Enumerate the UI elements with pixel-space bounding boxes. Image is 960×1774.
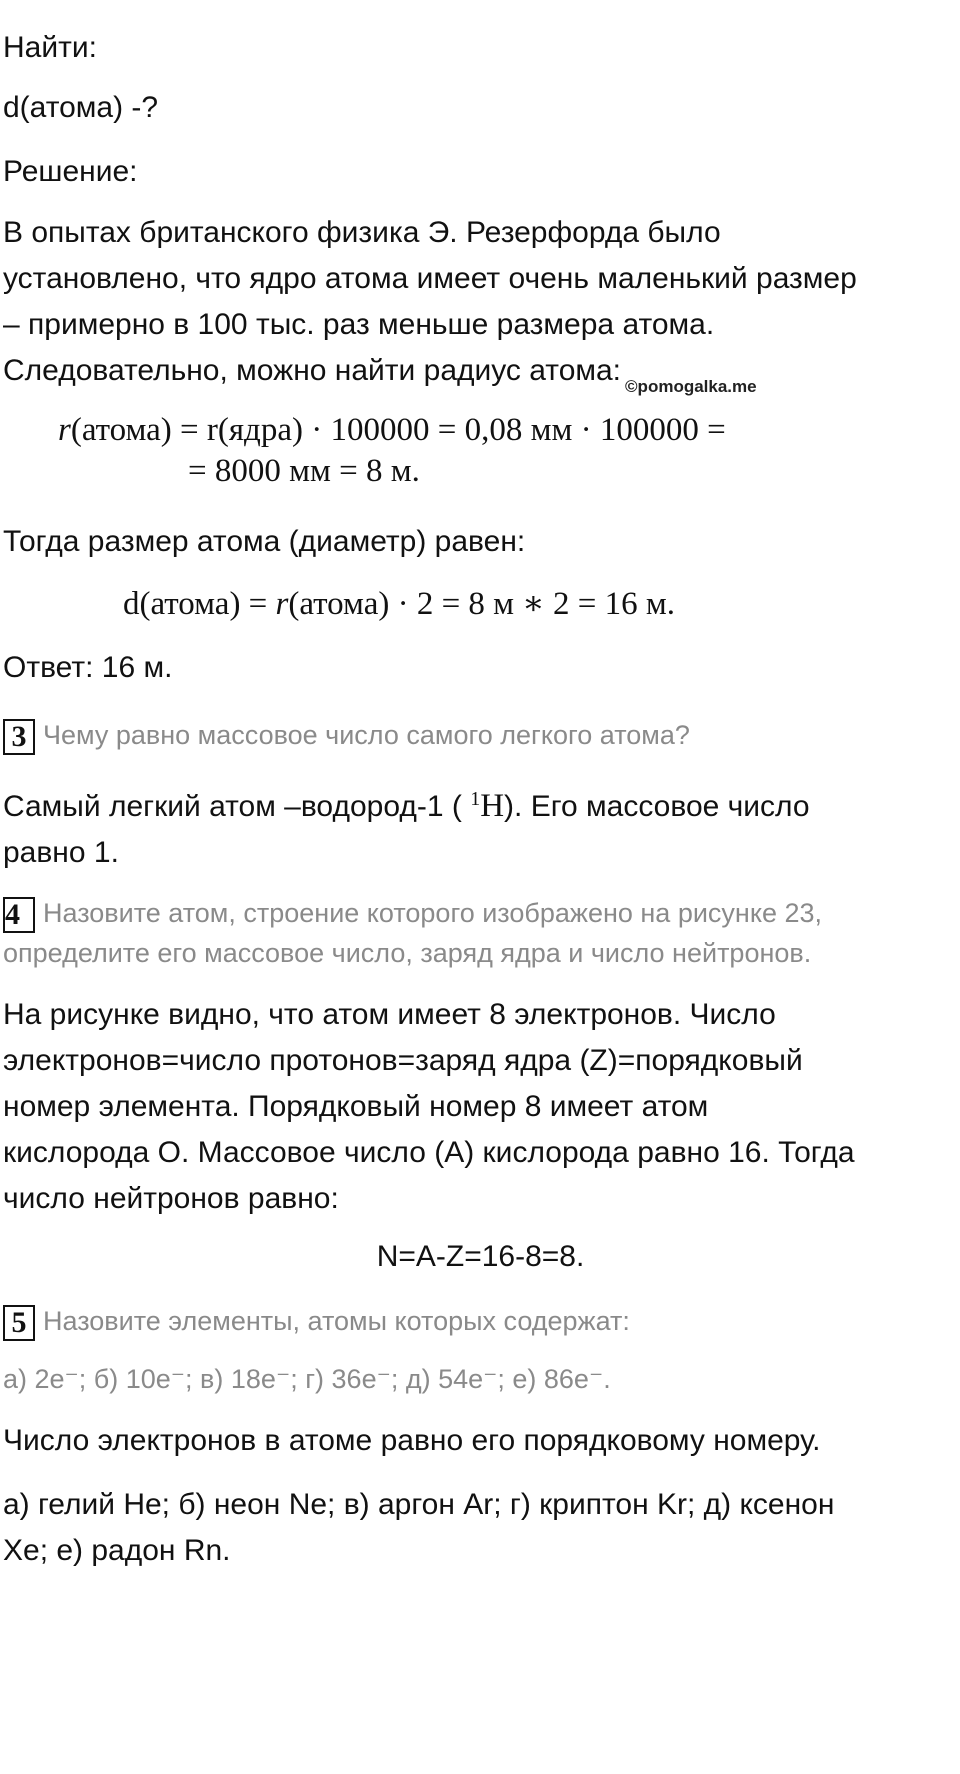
question-text: определите его массовое число, заряд ядра и число нейтронов. xyxy=(3,938,812,968)
paragraph-rutherford xyxy=(3,210,958,398)
answer-4 xyxy=(3,992,958,1280)
isotope-mass: 1 xyxy=(470,788,481,810)
math-var: r xyxy=(275,586,289,622)
text-line: электронов=число протонов=заряд ядра (Z)=порядковый xyxy=(3,1044,803,1077)
question-4 xyxy=(3,890,958,976)
text-line: Следовательно, можно найти радиус атома: xyxy=(3,354,622,387)
question-number-box: 4 xyxy=(3,897,35,933)
text-line: – примерно в 100 тыс. раз меньше размера атома. xyxy=(3,308,715,341)
math-text: (атома) = r(ядра) · 100000 = 0,08 мм · 100000 = xyxy=(70,412,726,448)
text-line: В опытах британского физика Э. Резерфорда было xyxy=(3,216,721,249)
question-number-box: 3 xyxy=(3,719,35,755)
text-line: равно 1. xyxy=(3,836,119,869)
question-3 xyxy=(3,712,958,758)
equation-radius xyxy=(58,412,958,490)
answer-5 xyxy=(3,1418,958,1574)
text-line: Самый легкий атом –водород-1 ( xyxy=(3,790,471,823)
text-line: номер элемента. Порядковый номер 8 имеет атом xyxy=(3,1090,709,1123)
text-line: На рисунке видно, что атом имеет 8 электронов. Число xyxy=(3,998,776,1031)
text-line: Xe; е) радон Rn. xyxy=(3,1534,231,1567)
math-var: r xyxy=(58,412,71,448)
answer-3 xyxy=(3,776,958,876)
find-label: Найти: xyxy=(3,31,97,64)
equation-diameter xyxy=(123,583,675,623)
math-text: d(атома) = xyxy=(123,586,276,622)
find-value: d(атома) -? xyxy=(3,91,159,124)
question-5-options: а) 2e⁻; б) 10e⁻; в) 18e⁻; г) 36e⁻; д) 54e⁻; е) 86e⁻. xyxy=(3,1364,611,1394)
text-line: число нейтронов равно: xyxy=(3,1182,339,1215)
text-line: Число электронов в атоме равно его порядковому номеру. xyxy=(3,1424,821,1457)
math-text: (атома) · 2 = 8 м ∗ 2 = 16 м. xyxy=(288,586,675,622)
text-line: кислорода О. Массовое число (А) кислорода равно 16. Тогда xyxy=(3,1136,855,1169)
solution-label: Решение: xyxy=(3,155,138,188)
paragraph-diameter: Тогда размер атома (диаметр) равен: xyxy=(3,525,526,558)
neutron-formula: N=A-Z=16-8=8. xyxy=(376,1240,585,1273)
math-text: = 8000 мм = 8 м. xyxy=(188,453,420,489)
element-symbol: H xyxy=(480,788,505,824)
text-line: а) гелий He; б) неон Ne; в) аргон Ar; г) криптон Kr; д) ксенон xyxy=(3,1488,835,1521)
question-text: Назовите элементы, атомы которых содержат: xyxy=(43,1306,630,1336)
question-number-box: 5 xyxy=(3,1305,35,1341)
question-text: Чему равно массовое число самого легкого атома? xyxy=(43,720,690,750)
text-line: установлено, что ядро атома имеет очень маленький размер xyxy=(3,262,857,295)
question-5 xyxy=(3,1298,958,1344)
answer: Ответ: 16 м. xyxy=(3,651,173,684)
text-line: ). Его массовое число xyxy=(504,790,810,823)
question-text: Назовите атом, строение которого изображено на рисунке 23, xyxy=(43,898,823,928)
watermark: ©pomogalka.me xyxy=(625,377,757,396)
